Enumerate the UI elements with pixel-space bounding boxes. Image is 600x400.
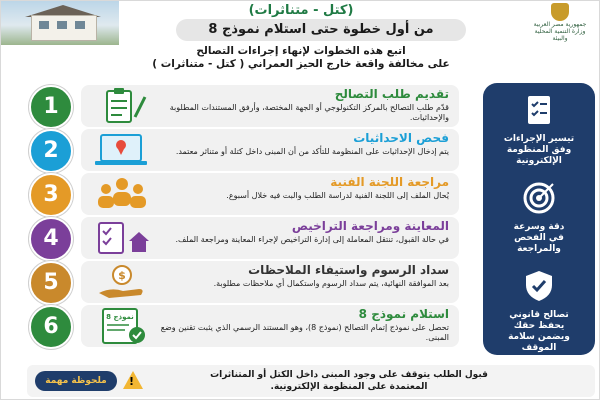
intro-text [131, 45, 471, 71]
step-title: سداد الرسوم واستيفاء الملاحظات [248, 263, 449, 277]
committee-icon [89, 175, 155, 213]
house-window [75, 21, 85, 29]
benefit-item [483, 269, 595, 354]
step-card [81, 129, 459, 171]
step-number: 5 [29, 261, 73, 305]
step-description: قدّم طلب التصالح بالمركز التكنولوجي أو الجهة المختصة، وأرفق المستندات المطلوبة والإحداثيات. [169, 103, 449, 122]
benefit-line: الإلكترونية [516, 156, 562, 166]
step-title: تقديم طلب التصالح [334, 87, 449, 101]
step-3 [29, 173, 459, 217]
note-line: المعتمدة على المنظومة الإلكترونية. [270, 382, 428, 392]
step-title: فحص الاحداثيات [353, 131, 449, 145]
benefit-line: يحفظ حقك [513, 321, 565, 331]
page-title: (كتل - متناثرات) [248, 3, 354, 18]
house-photo [1, 1, 119, 45]
note-text [129, 369, 569, 393]
warning-mark: ! [129, 375, 135, 388]
step-title: مراجعة اللجنة الفنية [330, 175, 449, 189]
form-8-check-icon [89, 307, 155, 345]
benefit-item [483, 181, 595, 255]
step-number: 6 [29, 305, 73, 349]
benefit-line: دقة وسرعة [513, 222, 565, 232]
benefits-panel [483, 83, 595, 355]
checklist-icon [522, 93, 556, 127]
logo-line: جمهورية مصر العربية [533, 21, 587, 28]
shield-check-icon [522, 269, 556, 303]
benefit-line: في الفحص [514, 233, 564, 243]
step-description: في حالة القبول، تنتقل المعاملة إلى إدارة التراخيص لإجراء المعاينة ومراجعة الملف. [175, 235, 449, 244]
benefit-line: الموقف [521, 343, 557, 353]
important-note [27, 365, 595, 397]
step-4 [29, 217, 459, 261]
step-card [81, 173, 459, 215]
logo-line: والبيئة [552, 35, 568, 42]
note-line: قبول الطلب يتوقف على وجود المبنى داخل الكتل أو المتناثرات [210, 370, 488, 380]
step-number: 1 [29, 85, 73, 129]
benefit-line: وفق المنظومة [506, 145, 572, 155]
step-5 [29, 261, 459, 305]
step-title: استلام نموذج 8 [358, 307, 449, 321]
step-description: يُحال الملف إلى اللجنة الفنية لدراسة الطلب والبت فيه خلال أسبوع. [226, 191, 449, 200]
clipboard-pen-icon [89, 87, 155, 125]
house-window [57, 21, 67, 29]
step-card [81, 261, 459, 303]
benefit-line: ويضمن سلامة [508, 332, 570, 342]
form-8-label: نموذج 8 [106, 313, 134, 321]
intro-line: على مخالفة واقعة خارج الحيز العمراني ( كتل - متناثرات ) [152, 58, 450, 70]
step-title: المعاينة ومراجعة التراخيص [291, 219, 449, 233]
benefit-line: تيسير الإجراءات [503, 134, 575, 144]
step-number: 4 [29, 217, 73, 261]
target-icon [522, 181, 556, 215]
step-1 [29, 85, 459, 129]
step-6 [29, 305, 459, 349]
step-number: 2 [29, 129, 73, 173]
page-subtitle: من أول خطوة حتى استلام نموذج 8 [176, 19, 466, 41]
step-description: بعد الموافقة النهائية، يتم سداد الرسوم واستكمال أي ملاحظات مطلوبة. [213, 279, 449, 288]
benefit-line: والمراجعة [517, 244, 561, 254]
note-label: ملحوظة مهمة [35, 371, 117, 391]
eagle-emblem-icon [551, 3, 569, 21]
step-number: 3 [29, 173, 73, 217]
ministry-logo [521, 3, 599, 43]
logo-line: وزارة التنمية المحلية [534, 28, 586, 35]
step-description: يتم إدخال الإحداثيات على المنظومة للتأكد من أن المبنى داخل كتلة أو متناثر معتمد. [175, 147, 449, 156]
money-hand-icon [89, 263, 155, 301]
benefit-item [483, 93, 595, 167]
svg-text:$: $ [118, 269, 126, 282]
laptop-map-icon [89, 131, 155, 169]
step-card [81, 217, 459, 259]
checklist-house-icon [89, 219, 155, 257]
intro-line: اتبع هذه الخطوات لإنهاء إجراءات التصالح [196, 45, 406, 57]
house-window [39, 21, 49, 29]
benefit-line: تصالح قانوني [509, 310, 569, 320]
step-description: تحصل على نموذج إتمام التصالح (نموذج 8)، وهو المستند الرسمي الذي يثبت تقنين وضع المبنى. [160, 323, 449, 342]
step-2 [29, 129, 459, 173]
step-card [81, 305, 459, 347]
step-card [81, 85, 459, 127]
